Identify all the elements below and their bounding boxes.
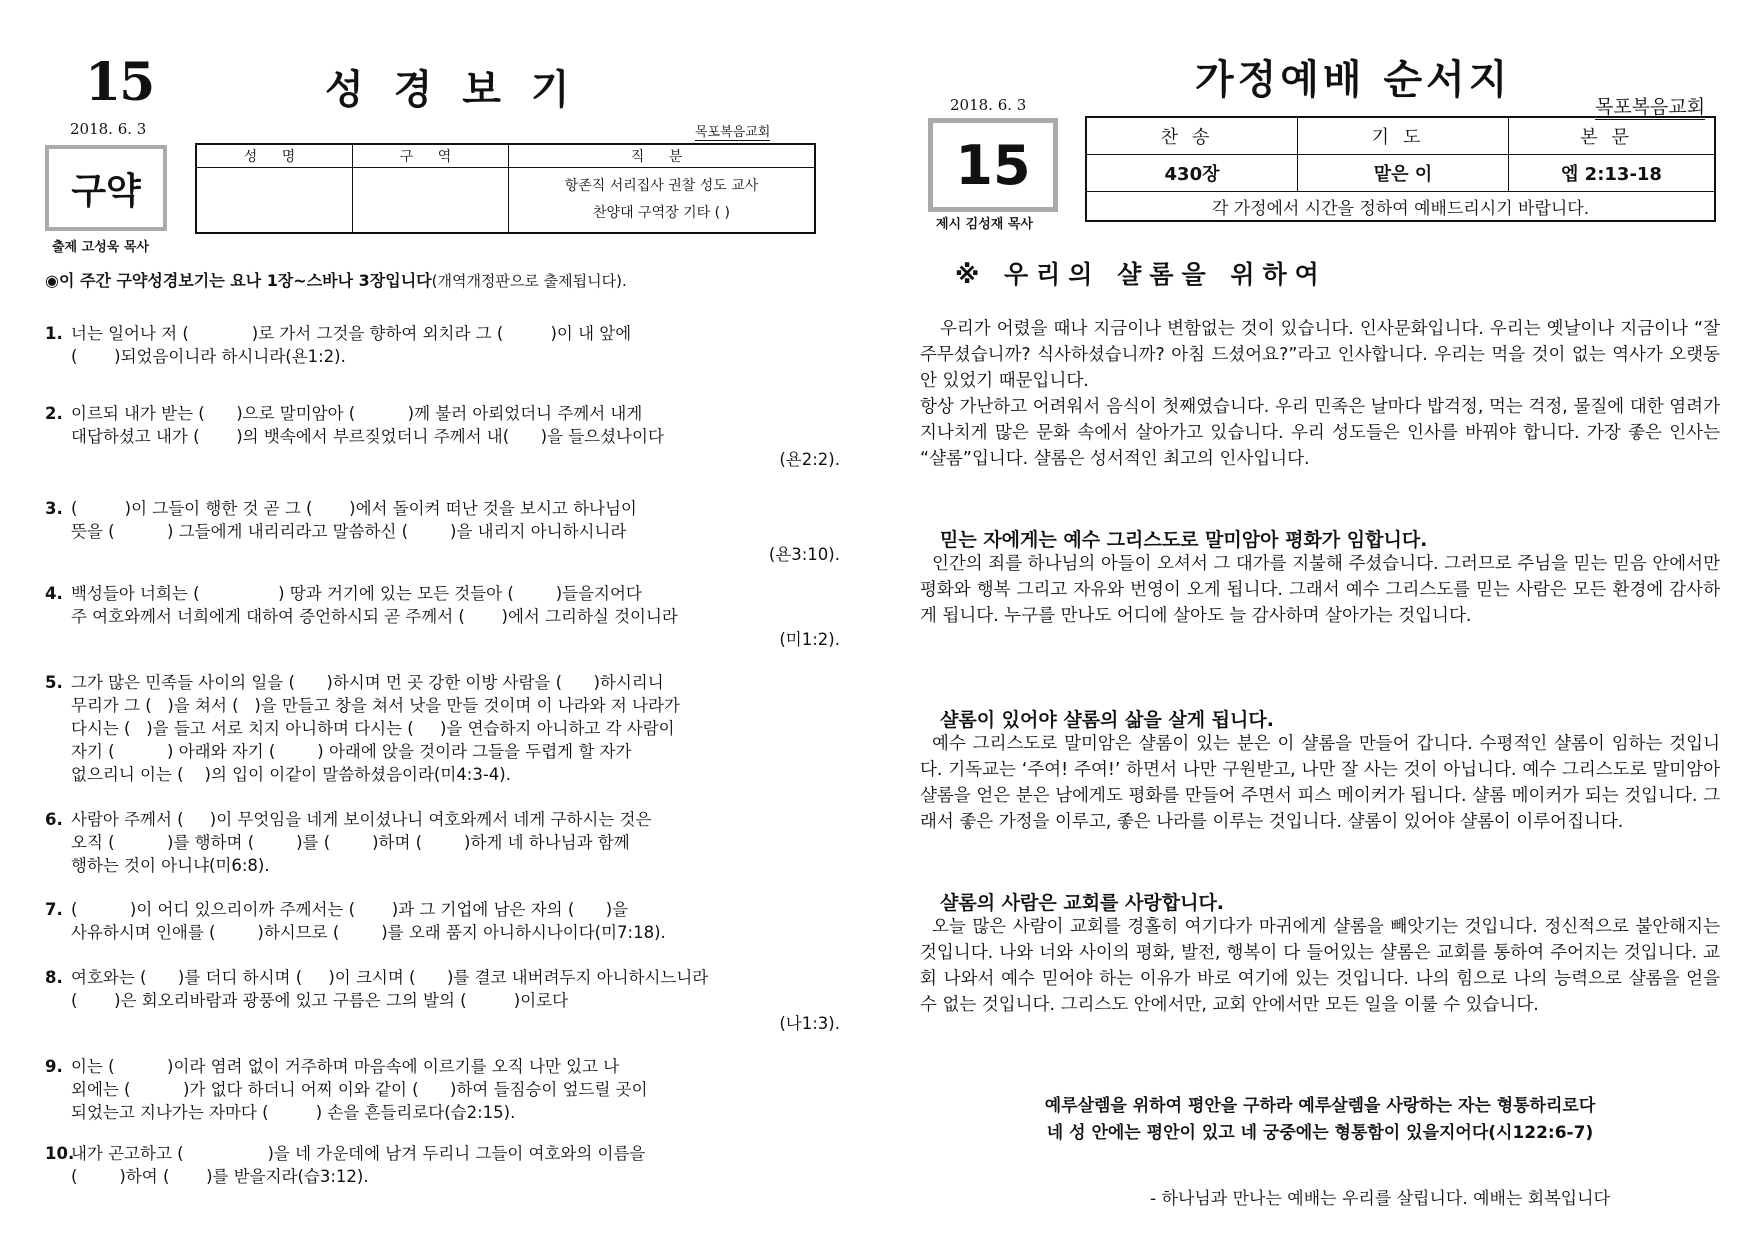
- area-cell[interactable]: [353, 168, 509, 234]
- question-line: ( )은 회오리바람과 광풍에 있고 구름은 그의 발의 ( )이로다: [71, 991, 569, 1010]
- question-3: [45, 497, 840, 566]
- question-number: 4.: [45, 584, 63, 603]
- question-6: [45, 808, 840, 877]
- worship-order-table: [1085, 116, 1716, 222]
- header-name: 성 명: [196, 144, 353, 168]
- question-line: 주 여호와께서 너희에게 대하여 증언하시되 곧 주께서 ( )에서 그리하실 것이니라: [71, 607, 678, 626]
- question-line: 자기 ( ) 아래와 자기 ( ) 아래에 앉을 것이라 그들을 두렵게 할 자가: [71, 742, 632, 761]
- right-sheet-number: 15: [928, 118, 1058, 212]
- name-cell[interactable]: [196, 168, 353, 234]
- question-5: [45, 671, 840, 786]
- question-1: [45, 322, 840, 368]
- question-line: ( )하여 ( )를 받을지라(습3:12).: [71, 1167, 369, 1186]
- header-prayer: 기도: [1298, 117, 1509, 155]
- right-author: 제시 김성재 목사: [936, 217, 1033, 232]
- left-church-name: 목포복음교회: [695, 121, 770, 141]
- member-info-table: [195, 143, 816, 234]
- header-scripture: 본문: [1509, 117, 1716, 155]
- question-line: 뜻을 ( ) 그들에게 내리리라고 말씀하신 ( )을 내리지 아니하시니라: [71, 522, 627, 541]
- question-line: ( )되었음이니라 하시니라(욘1:2).: [71, 347, 346, 366]
- question-line: 없으리니 이는 ( )의 입이 이같이 말씀하셨음이라(미4:3-4).: [71, 765, 511, 784]
- question-line: 오직 ( )를 행하며 ( )를 ( )하며 ( )하게 네 하나님과 함께: [71, 833, 630, 852]
- question-number: 8.: [45, 968, 63, 987]
- scripture-ref: 엡 2:13-18: [1509, 155, 1716, 192]
- header-area: 구 역: [353, 144, 509, 168]
- question-2: [45, 402, 840, 471]
- question-line: 행하는 것이 아니냐(미6:8).: [71, 856, 270, 875]
- question-line: 사람아 주께서 ( )이 무엇임을 네게 보이셨나니 여호와께서 네게 구하시는 것은: [71, 810, 652, 829]
- hymn-number: 430장: [1086, 155, 1298, 192]
- position-options[interactable]: 항존직 서리집사 권찰 성도 교사 찬양대 구역장 기타 ( ): [509, 168, 816, 234]
- question-line: 그가 많은 민족들 사이의 일을 ( )하시며 먼 곳 강한 이방 사람을 ( )하시리니: [71, 673, 664, 692]
- section-3-title: 샬롬의 사람은 교회를 사랑합니다.: [940, 892, 1225, 914]
- question-number: 6.: [45, 810, 63, 829]
- section-2-title: 샬롬이 있어야 샬롬의 삶을 살게 됩니다.: [940, 709, 1274, 731]
- weekly-notice: ◉이 주간 구약성경보기는 요나 1장~스바나 3장입니다(개역개정판으로 출제됩니다).: [45, 271, 627, 290]
- section-2-body: 예수 그리스도로 말미암은 샬롬이 있는 분은 이 샬롬을 만들어 갑니다. 수평적인 샬롬이 임하는 것입니다. 기독교는 ‘주여! 주여!’ 하면서 나만 구원받고, 나만 잘 사는 것이 아닙니다. 예수 그리스도로 말미암아 샬롬을 얻은 분은 남에게도 평화를 만들어 주면서 피스 메이커가 됩니다. 샬롬 메이커가 되는 것입니다. 그래서 좋은 가정을 이루고, 좋은 나라를 이루는 것입니다. 샬롬이 있어야 샬롬이 이루어집니다.: [920, 734, 1720, 832]
- header-position: 직 분: [509, 144, 816, 168]
- question-line: 여호와는 ( )를 더디 하시며 ( )이 크시며 ( )를 결코 내버려두지 아니하시느니라: [71, 968, 709, 987]
- question-number: 5.: [45, 673, 63, 692]
- question-reference: (욘3:10).: [768, 545, 840, 564]
- question-line: 내가 곤고하고 ( )을 네 가운데에 남겨 두리니 그들이 여호와의 이름을: [71, 1144, 646, 1163]
- question-number: 10.: [45, 1144, 75, 1163]
- question-8: [45, 966, 840, 1035]
- question-reference: (나1:3).: [779, 1014, 840, 1033]
- question-line: 되었는고 지나가는 자마다 ( ) 손을 흔들리로다(습2:15).: [71, 1103, 516, 1122]
- left-sheet-number: 15: [85, 52, 154, 113]
- question-4: [45, 582, 840, 651]
- left-page-title: 성경보기: [325, 67, 600, 113]
- question-line: ( )이 그들이 행한 것 곧 그 ( )에서 돌이켜 떠난 것을 보시고 하나님이: [71, 499, 637, 518]
- question-reference: (미1:2).: [779, 630, 840, 649]
- prayer-leader: 맡은 이: [1298, 155, 1509, 192]
- section-3-body: 오늘 많은 사람이 교회를 경홀히 여기다가 마귀에게 샬롬을 빼앗기는 것입니다. 정신적으로 불안해지는 것입니다. 나와 너와 사이의 평화, 발전, 행복이 다 들어있는 샬롬은 교회를 통하여 주어지는 것입니다. 교회 나와서 예수 믿어야 하는 이유가 바로 여기에 있는 것입니다. 나의 힘으로 나의 능력으로 샬롬을 얻을 수 없는 것입니다. 그리스도 안에서만, 교회 안에서만 모든 일을 이룰 수 있습니다.: [920, 917, 1720, 1015]
- question-number: 9.: [45, 1057, 63, 1076]
- right-church-name: 목포복음교회: [1595, 92, 1705, 120]
- question-number: 3.: [45, 499, 63, 518]
- question-line: 무리가 그 ( )을 쳐서 ( )을 만들고 창을 쳐서 낫을 만들 것이며 이 나라와 저 나라가: [71, 696, 680, 715]
- section-1-body: 인간의 죄를 하나님의 아들이 오셔서 그 대가를 지불해 주셨습니다. 그러므로 주님을 믿는 믿음 안에서만 평화와 행복 그리고 자유와 번영이 오게 됩니다. 그래서 예수 그리스도를 믿는 사람은 모든 환경에 감사하게 됩니다. 누구를 만나도 어디에 살아도 늘 감사하며 살아가는 것입니다.: [920, 554, 1720, 626]
- question-9: [45, 1055, 840, 1124]
- closing-line: - 하나님과 만나는 예배는 우리를 살립니다. 예배는 회복입니다: [1150, 1189, 1610, 1209]
- testament-badge: 구약: [45, 145, 167, 231]
- question-line: 너는 일어나 저 ( )로 가서 그것을 향하여 외치라 그 ( )이 내 앞에: [71, 324, 632, 343]
- left-date: 2018. 6. 3: [70, 120, 147, 138]
- question-line: 다시는 ( )을 들고 서로 치지 아니하며 다시는 ( )을 연습하지 아니하고 각 사람이: [71, 719, 675, 738]
- question-line: 외에는 ( )가 없다 하더니 어찌 이와 같이 ( )하여 들짐승이 엎드릴 곳이: [71, 1080, 648, 1099]
- intro-paragraph-2: 항상 가난하고 어려워서 음식이 첫째였습니다. 우리 민족은 날마다 밥걱정, 먹는 걱정, 물질에 대한 염려가 지나치게 많은 문화 속에서 살아가고 있습니다. 우리 성도들은 인사를 바꿔야 합니다. 가장 좋은 인사는 “샬롬”입니다. 샬롬은 성서적인 최고의 인사입니다.: [920, 397, 1720, 469]
- question-number: 1.: [45, 324, 63, 343]
- question-number: 2.: [45, 404, 63, 423]
- header-hymn: 찬송: [1086, 117, 1298, 155]
- right-page-title: 가정예배 순서지: [1195, 57, 1512, 103]
- question-line: 대답하셨고 내가 ( )의 뱃속에서 부르짖었더니 주께서 내( )을 들으셨나이다: [71, 427, 664, 446]
- question-10: [45, 1142, 840, 1188]
- question-7: [45, 898, 840, 944]
- right-date: 2018. 6. 3: [950, 96, 1027, 114]
- question-line: 이르되 내가 받는 ( )으로 말미암아 ( )께 불러 아뢰었더니 주께서 내게: [71, 404, 643, 423]
- question-line: 이는 ( )이라 염려 없이 거주하며 마음속에 이르기를 오직 나만 있고 나: [71, 1057, 620, 1076]
- section-1-title: 믿는 자에게는 예수 그리스도로 말미암아 평화가 임합니다.: [940, 529, 1428, 551]
- question-reference: (욘2:2).: [779, 450, 840, 469]
- question-line: 백성들아 너희는 ( ) 땅과 거기에 있는 모든 것들아 ( )들을지어다: [71, 584, 642, 603]
- intro-paragraph: 우리가 어렸을 때나 지금이나 변함없는 것이 있습니다. 인사문화입니다. 우리는 옛날이나 지금이나 “잘 주무셨습니까? 식사하셨습니까? 아침 드셨어요?”라고 인사합니다. 우리는 먹을 것이 없는 역사가 오랫동안 있었기 때문입니다.: [920, 319, 1720, 391]
- question-line: ( )이 어디 있으리이까 주께서는 ( )과 그 기업에 남은 자의 ( )을: [71, 900, 629, 919]
- worship-note: 각 가정에서 시간을 정하여 예배드리시기 바랍니다.: [1086, 192, 1715, 222]
- closing-verse: 예루살렘을 위하여 평안을 구하라 예루살렘을 사랑하는 자는 형통하리로다 네 성 안에는 평안이 있고 네 궁중에는 형통함이 있을지어다(시122:6-7): [1044, 1096, 1596, 1143]
- left-author: 출제 고성욱 목사: [52, 240, 149, 255]
- question-number: 7.: [45, 900, 63, 919]
- question-line: 사유하시며 인애를 ( )하시므로 ( )를 오래 품지 아니하시나이다(미7:18).: [71, 923, 666, 942]
- sermon-heading: ※ 우리의 샬롬을 위하여: [955, 260, 1327, 289]
